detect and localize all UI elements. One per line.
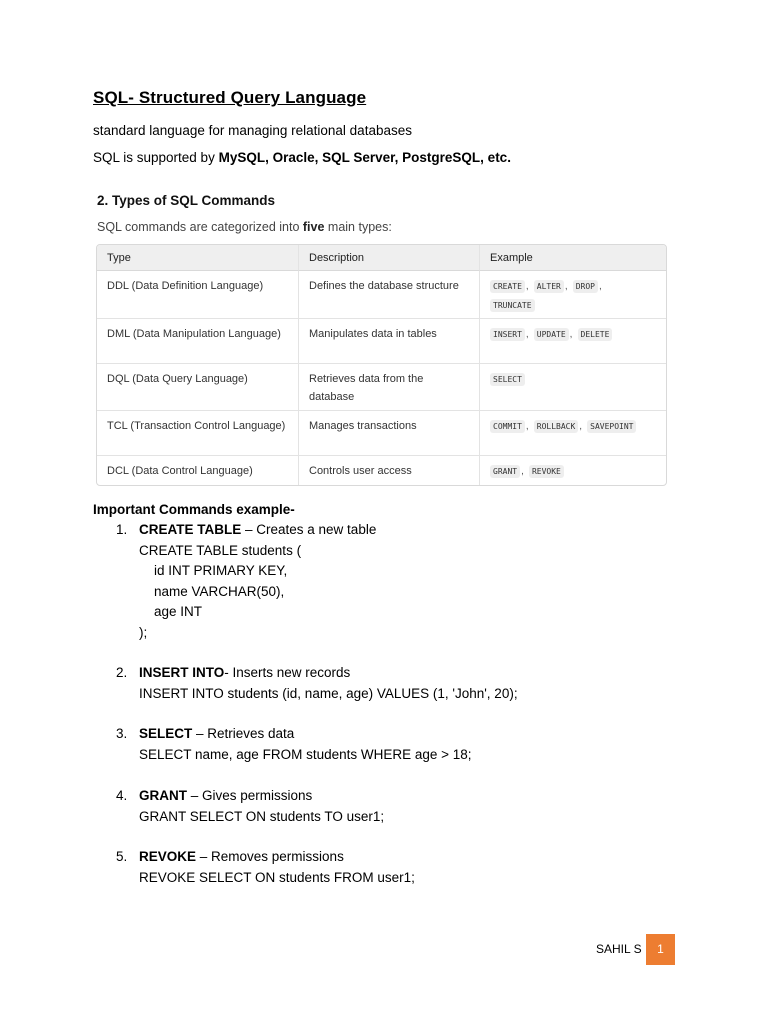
cell-description: Retrieves data from the database (298, 364, 479, 411)
command-keyword: SELECT (139, 726, 193, 741)
list-item-body (139, 520, 376, 644)
code-chip: REVOKE (529, 465, 564, 478)
code-line: INSERT INTO students (id, name, age) VALUES (1, 'John', 20); (139, 685, 518, 701)
code-chip: COMMIT (490, 420, 525, 433)
table-row (97, 319, 666, 364)
section-intro-suffix: main types: (324, 220, 392, 234)
list-item-body (139, 847, 415, 888)
command-description: – Removes permissions (196, 849, 344, 864)
list-item-headline (139, 847, 415, 868)
code-chip: SAVEPOINT (587, 420, 636, 433)
command-keyword: CREATE TABLE (139, 522, 242, 537)
list-number: 1. (116, 522, 128, 537)
list-number: 2. (116, 665, 128, 680)
code-chip: UPDATE (534, 328, 569, 341)
important-commands-heading: Important Commands example- (93, 502, 295, 517)
command-description: – Creates a new table (241, 522, 377, 537)
list-item-body (139, 786, 384, 827)
code-line: ); (139, 624, 148, 640)
cell-description: Manages transactions (298, 411, 479, 456)
list-item-headline (139, 520, 376, 541)
table-row (97, 271, 666, 319)
cell-description: Manipulates data in tables (298, 319, 479, 364)
code-chip: DROP (573, 280, 598, 293)
page-number-badge: 1 (646, 934, 675, 965)
section-intro (97, 220, 392, 234)
cell-examples: CREATE , ALTER , DROP , TRUNCATE (479, 271, 666, 319)
table-row (97, 411, 666, 456)
code-line: REVOKE SELECT ON students FROM user1; (139, 869, 415, 885)
cell-type: DCL (Data Control Language) (107, 465, 253, 477)
cell-type: DDL (Data Definition Language) (97, 271, 298, 319)
section-intro-prefix: SQL commands are categorized into (97, 220, 303, 234)
section-intro-count: five (302, 220, 325, 234)
header-example: Example (479, 245, 666, 271)
code-line: name VARCHAR(50), (139, 583, 285, 599)
code-chip: INSERT (490, 328, 525, 341)
code-line: SELECT name, age FROM students WHERE age > 18; (139, 746, 472, 762)
command-keyword: INSERT INTO (139, 665, 225, 680)
code-chip: DELETE (578, 328, 613, 341)
cell-description: Defines the database structure (298, 271, 479, 319)
code-chip: SELECT (490, 373, 525, 386)
list-number: 3. (116, 726, 128, 741)
code-chip: TRUNCATE (490, 299, 535, 312)
command-description: - Inserts new records (224, 665, 351, 680)
sql-command-types-table (96, 244, 667, 486)
cell-examples: INSERT , UPDATE , DELETE (479, 319, 666, 364)
code-chip: ALTER (534, 280, 564, 293)
list-number: 4. (116, 788, 128, 803)
cell-type: TCL (Transaction Control Language) (97, 411, 298, 456)
header-type: Type (97, 245, 298, 271)
code-line: CREATE TABLE students ( (139, 542, 302, 558)
cell-examples: COMMIT , ROLLBACK , SAVEPOINT (479, 411, 666, 456)
list-number: 5. (116, 849, 128, 864)
code-chip: ROLLBACK (534, 420, 579, 433)
cell-type: DQL (Data Query Language) (97, 364, 298, 411)
table-header-row (97, 245, 666, 271)
cell-description: Controls user access (298, 456, 479, 485)
table-row (97, 456, 666, 485)
supported-databases: MySQL, Oracle, SQL Server, PostgreSQL, etc. (218, 150, 511, 165)
list-item-headline (139, 724, 472, 745)
list-item-headline (139, 786, 384, 807)
table-row (97, 364, 666, 411)
cell-examples (479, 364, 666, 411)
code-chip: CREATE (490, 280, 525, 293)
cell-examples: GRANT , REVOKE (479, 456, 666, 485)
list-item-body (139, 724, 472, 765)
list-item-headline (139, 663, 518, 684)
list-item-body (139, 663, 518, 704)
command-description: – Gives permissions (187, 788, 313, 803)
command-keyword: REVOKE (139, 849, 197, 864)
supported-by-prefix: SQL is supported by (93, 150, 219, 165)
command-keyword: GRANT (139, 788, 187, 803)
definition-line: standard language for managing relational databases (93, 123, 412, 138)
document-title: SQL- Structured Query Language (93, 88, 367, 107)
cell-type: DML (Data Manipulation Language) (97, 319, 298, 364)
supported-by-line (93, 150, 511, 165)
code-chip: GRANT (490, 465, 520, 478)
footer-author: SAHIL S (596, 942, 642, 956)
command-description: – Retrieves data (192, 726, 295, 741)
code-line: age INT (139, 604, 203, 620)
section-heading: 2. Types of SQL Commands (97, 193, 276, 208)
code-line: GRANT SELECT ON students TO user1; (139, 808, 385, 824)
code-line: id INT PRIMARY KEY, (139, 563, 288, 579)
header-description: Description (298, 245, 479, 271)
